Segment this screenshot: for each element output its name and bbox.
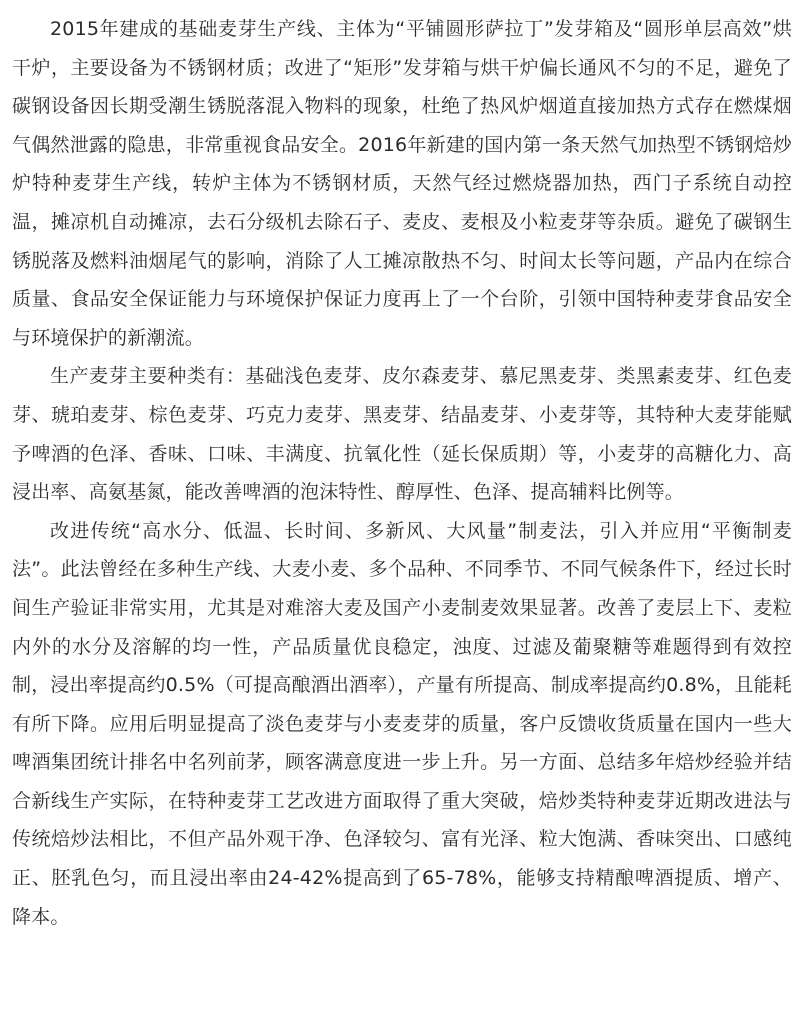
paragraph-process-improvement: 改进传统“高水分、低温、长时间、多新风、大风量”制麦法，引入并应用“平衡制麦法”。此法曾经在多种生产线、大麦小麦、多个品种、不同季节、不同气候条件下，经过长时间生产验证非常实用，尤其是对难溶大麦及国产小麦制麦效果显著。改善了麦层上下、麦粒内外的水分及溶解的均一性，产品质量优良稳定，浊度、过滤及葡聚糖等难题得到有效控制，浸出率提高约0.5%（可提高酿酒出酒率），产量有所提高、制成率提高约0.8%，且能耗有所下降。应用后明显提高了淡色麦芽与小麦麦芽的质量，客户反馈收货质量在国内一些大啤酒集团统计排名中名列前茅，顾客满意度进一步上升。另一方面、总结多年焙炒经验并结合新线生产实际，在特种麦芽工艺改进方面取得了重大突破，焙炒类特种麦芽近期改进法与传统焙炒法相比，不但产品外观干净、色泽较匀、富有光泽、粒大饱满、香味突出、口感纯正、胚乳色匀，而且浸出率由24-42%提高到了65-78%，能够支持精酿啤酒提质、增产、降本。	[12, 519, 793, 928]
paragraph-production-lines: 2015年建成的基础麦芽生产线、主体为“平铺圆形萨拉丁”发芽箱及“圆形单层高效”烘干炉，主要设备为不锈钢材质；改进了“矩形”发芽箱与烘干炉偏长通风不匀的不足，避免了碳钢设备因长期受潮生锈脱落混入物料的现象，杜绝了热风炉烟道直接加热方式存在燃煤烟气偶然泄露的隐患，非常重视食品安全。2016年新建的国内第一条天然气加热型不锈钢焙炒炉特种麦芽生产线，转炉主体为不锈钢材质，天然气经过燃烧器加热，西门子系统自动控温，摊凉机自动摊凉，去石分级机去除石子、麦皮、麦根及小粒麦芽等杂质。避免了碳钢生锈脱落及燃料油烟尾气的影响，消除了人工摊凉散热不匀、时间太长等问题，产品内在综合质量、食品安全保证能力与环境保护保证力度再上了一个台阶，引领中国特种麦芽食品安全与环境保护的新潮流。	[12, 18, 792, 349]
paragraph-malt-types: 生产麦芽主要种类有：基础浅色麦芽、皮尔森麦芽、慕尼黑麦芽、类黑素麦芽、红色麦芽、琥珀麦芽、棕色麦芽、巧克力麦芽、黑麦芽、结晶麦芽、小麦芽等，其特种大麦芽能赋予啤酒的色泽、香味、口味、丰满度、抗氧化性（延长保质期）等，小麦芽的高糖化力、高浸出率、高氨基氮，能改善啤酒的泡沫特性、醇厚性、色泽、提高辅料比例等。	[12, 365, 792, 504]
